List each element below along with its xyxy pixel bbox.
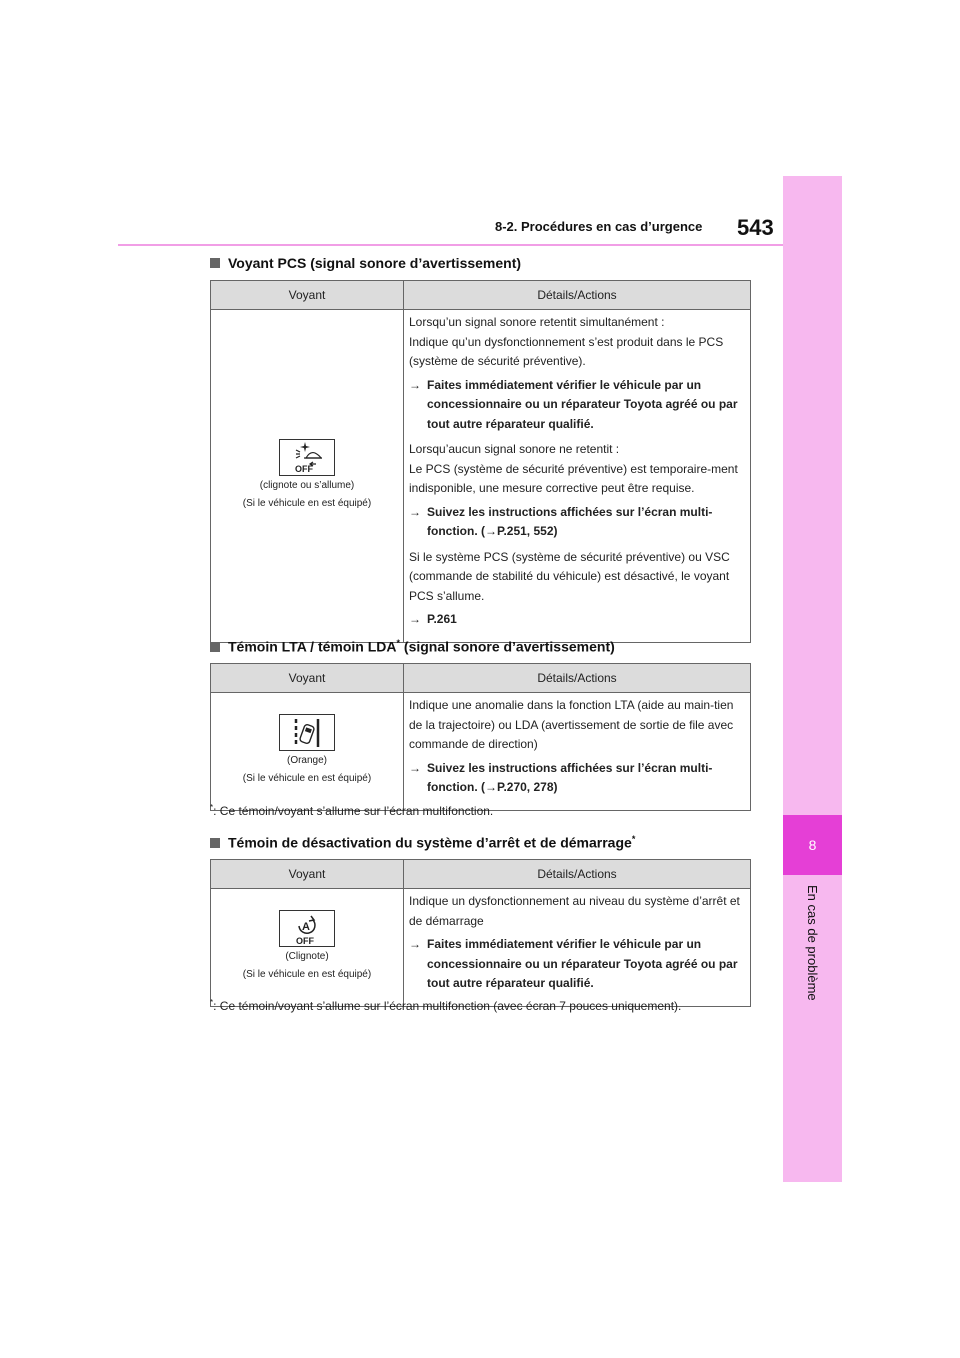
stop-start-off-icon <box>279 910 335 947</box>
column-header-details: Détails/Actions <box>404 860 751 889</box>
section-title-text: (signal sonore d’avertissement) <box>400 638 615 655</box>
lta-table <box>210 663 751 811</box>
footnote-text: : Ce témoin/voyant s’allume sur l’écran multifonction. <box>213 804 494 818</box>
action-item: → P.261 <box>409 610 745 630</box>
arrow-icon: → <box>409 760 421 775</box>
detail-text: Lorsqu’un signal sonore retentit simultanément : Indique qu’un dysfonctionnement s’est produit dans le PCS (système de sécurité préventive). <box>409 315 724 368</box>
chapter-label: En cas de problème <box>805 885 820 1001</box>
footnote-marker: * <box>631 834 636 844</box>
details-cell <box>404 889 751 1007</box>
detail-text: Indique un dysfonctionnement au niveau du système d’arrêt et de démarrage <box>409 894 740 928</box>
footnote-marker: * <box>210 803 214 812</box>
section-title-stop-start <box>210 834 635 851</box>
section-title-lta <box>210 638 615 655</box>
arrow-icon: → <box>409 937 421 951</box>
pcs-table <box>210 280 751 643</box>
action-item: → Suivez les instructions affichées sur l’écran multi-fonction. (→P.270, 278) <box>409 759 745 798</box>
detail-text: Lorsqu’aucun signal sonore ne retentit : Le PCS (système de sécurité préventive) est temporaire-ment indisponible, une mesure corrective peut être requise. <box>409 442 738 495</box>
indicator-equipped-note: (Si le véhicule en est équipé) <box>242 773 372 785</box>
indicator-caption: (Clignote) <box>285 951 329 963</box>
action-item: → Suivez les instructions affichées sur l’écran multi-fonction. (→P.251, 552) <box>409 503 745 542</box>
footnote <box>210 803 493 818</box>
footnote-marker: * <box>210 998 214 1007</box>
column-header-details: Détails/Actions <box>404 664 751 693</box>
action-item: → Faites immédiatement vérifier le véhicule par un concessionnaire ou un réparateur Toyota agréé ou par tout autre réparateur qualifié. <box>409 935 745 994</box>
column-header-indicator: Voyant <box>211 281 404 310</box>
chapter-number-tab[interactable] <box>783 815 842 875</box>
section-title-text: Voyant PCS (signal sonore d’avertissement) <box>228 255 522 271</box>
svg-text:A: A <box>302 920 310 933</box>
indicator-equipped-note: (Si le véhicule en est équipé) <box>242 497 372 509</box>
details-cell <box>404 310 751 643</box>
detail-text: Indique une anomalie dans la fonction LTA (aide au main-tien de la trajectoire) ou LDA (avertissement de sortie de file avec commande de direction) <box>409 698 734 751</box>
column-header-details: Détails/Actions <box>404 281 751 310</box>
indicator-cell <box>211 889 404 1007</box>
section-title-text: Témoin de désactivation du système d’arrêt et de démarrage <box>228 834 632 851</box>
page-number: 543 <box>737 215 774 240</box>
indicator-caption: (clignote ou s’allume) <box>259 479 355 491</box>
arrow-icon: → <box>409 612 421 626</box>
arrow-icon: → <box>409 377 421 392</box>
action-item: → Faites immédiatement vérifier le véhicule par un concessionnaire ou un réparateur Toyota agréé ou par tout autre réparateur qualifié. <box>409 376 745 435</box>
indicator-equipped-note: (Si le véhicule en est équipé) <box>242 969 372 981</box>
stop-start-table <box>210 859 751 1007</box>
column-header-indicator: Voyant <box>211 664 404 693</box>
indicator-cell <box>211 693 404 811</box>
section-heading: 8-2. Procédures en cas d’urgence <box>495 219 703 234</box>
details-cell <box>404 693 751 811</box>
column-header-indicator: Voyant <box>211 860 404 889</box>
detail-text: Si le système PCS (système de sécurité préventive) ou VSC (commande de stabilité du véhicule) est désactivé, le voyant PCS s’allume. <box>409 549 730 603</box>
pcs-off-icon <box>279 439 335 476</box>
header-rule <box>118 244 783 246</box>
footnote <box>210 998 681 1013</box>
chapter-label-tab <box>783 885 842 1045</box>
bullet-square-icon <box>210 258 220 268</box>
svg-text:OFF: OFF <box>295 464 313 474</box>
indicator-cell <box>211 310 404 643</box>
bullet-square-icon <box>210 642 220 652</box>
bullet-square-icon <box>210 838 220 848</box>
footnote-text: : Ce témoin/voyant s’allume sur l’écran multifonction (avec écran 7 pouces uniquement). <box>213 999 682 1013</box>
section-title-text: Témoin LTA / témoin LDA <box>228 638 397 655</box>
svg-text:OFF: OFF <box>296 935 314 945</box>
footnote-marker: * <box>396 638 401 648</box>
section-title-pcs <box>210 255 521 271</box>
lane-departure-icon <box>279 714 335 751</box>
indicator-caption: (Orange) <box>286 755 327 767</box>
chapter-number: 8 <box>808 837 817 853</box>
arrow-icon: → <box>409 504 421 519</box>
